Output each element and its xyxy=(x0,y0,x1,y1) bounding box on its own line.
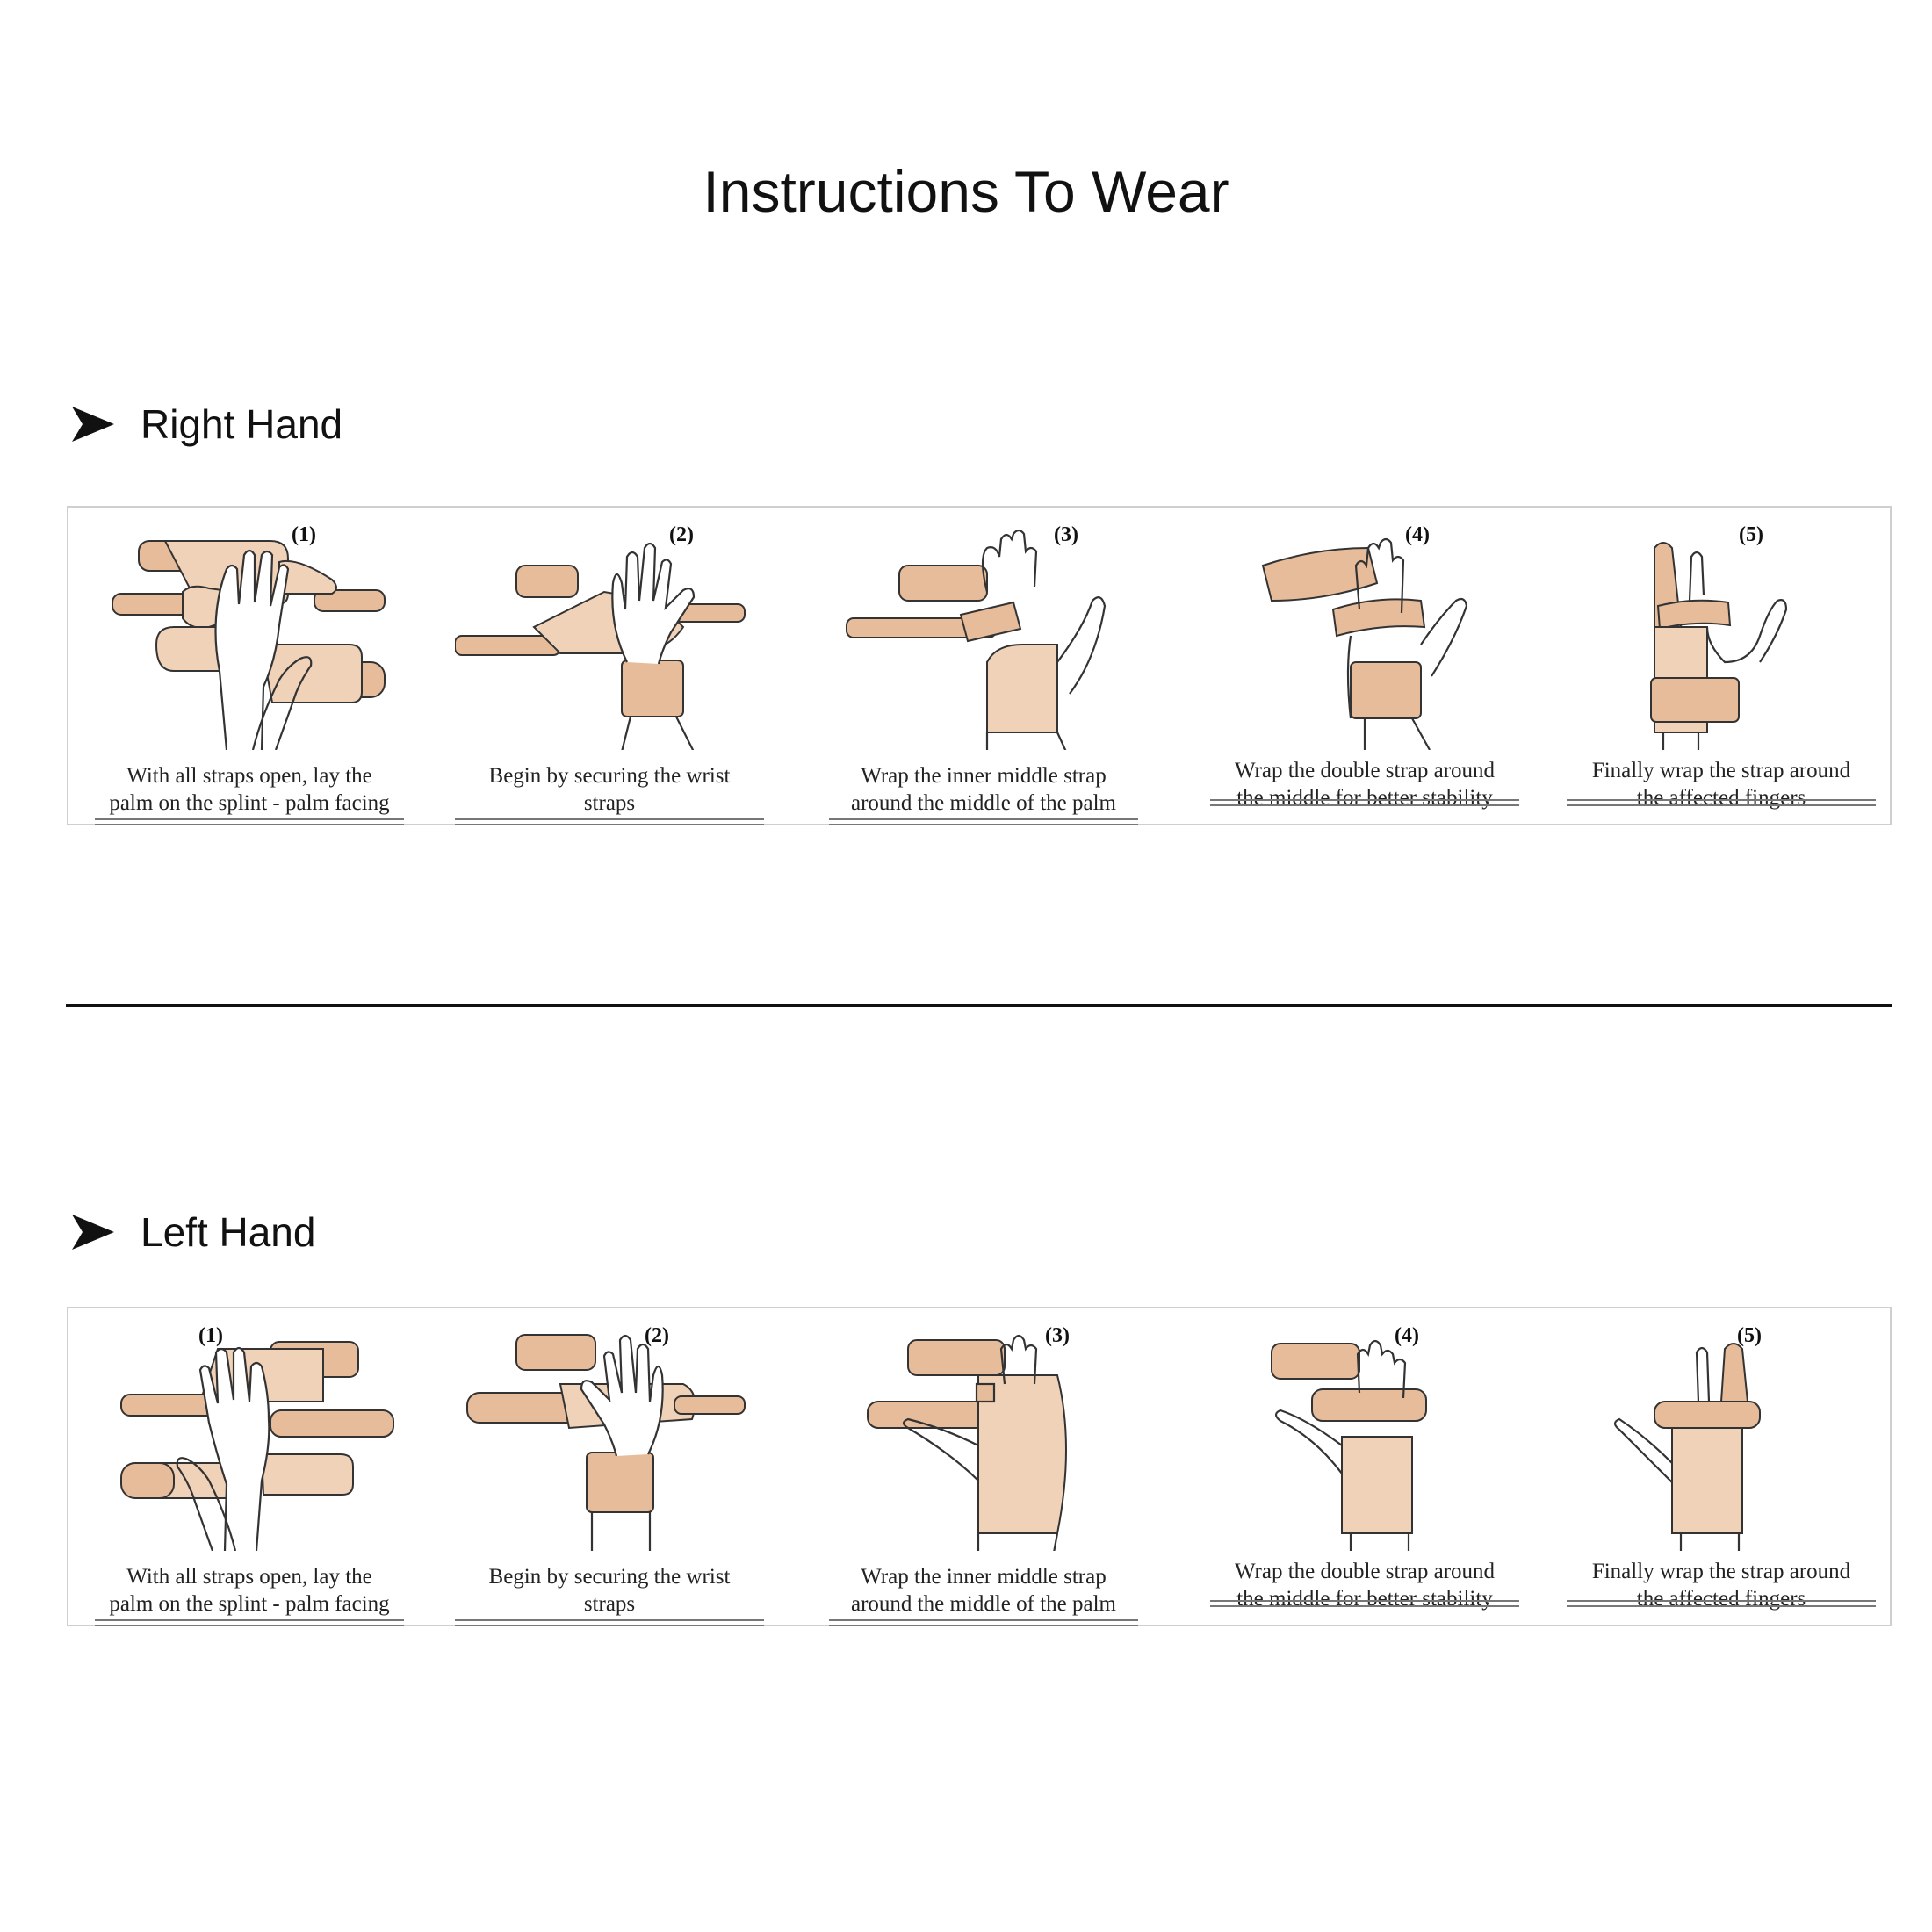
caption-line: the affected fingers xyxy=(1636,786,1806,810)
instruction-panel-left-hand xyxy=(67,1307,1892,1626)
caption-line: Wrap the double strap around xyxy=(1234,1560,1496,1583)
caption-line: the middle for better stability xyxy=(1236,786,1493,810)
double-strap-illustration xyxy=(1210,1331,1519,1551)
step-card xyxy=(1567,1308,1876,1625)
page-title: Instructions To Wear xyxy=(703,159,1229,224)
step-caption xyxy=(95,1563,404,1618)
step-card xyxy=(1210,1308,1519,1625)
caption-line: Wrap the inner middle strap xyxy=(861,764,1107,788)
step-card xyxy=(455,508,764,824)
step-number: (3) xyxy=(1054,523,1078,546)
section-heading-left-hand xyxy=(70,1201,315,1263)
step-card xyxy=(95,1308,404,1625)
caption-line: With all straps open, lay the xyxy=(126,1565,372,1589)
caption-underline xyxy=(95,818,404,825)
instruction-panel-right-hand xyxy=(67,506,1892,825)
section-heading-right-hand xyxy=(70,393,342,455)
caption-underline xyxy=(455,818,764,825)
caption-underline xyxy=(95,1619,404,1626)
caption-line: Finally wrap the strap around xyxy=(1591,759,1851,782)
palm-strap-illustration xyxy=(829,1331,1138,1551)
step-number: (1) xyxy=(198,1324,223,1347)
step-caption xyxy=(455,1563,764,1618)
caption-line: around the middle of the palm xyxy=(850,791,1116,815)
arrow-right-icon xyxy=(70,1213,116,1251)
step-number: (2) xyxy=(669,523,694,546)
wrist-strap-illustration xyxy=(455,1331,764,1551)
caption-line: straps xyxy=(583,791,636,815)
caption-line: Wrap the double strap around xyxy=(1234,759,1496,782)
step-number: (5) xyxy=(1739,523,1763,546)
section-divider xyxy=(66,1004,1892,1007)
step-number: (4) xyxy=(1395,1324,1419,1347)
caption-line: the affected fingers xyxy=(1636,1587,1806,1611)
step-card xyxy=(829,1308,1138,1625)
caption-line: Finally wrap the strap around xyxy=(1591,1560,1851,1583)
caption-line: With all straps open, lay the xyxy=(126,764,372,788)
step-number: (5) xyxy=(1737,1324,1762,1347)
step-card xyxy=(1567,508,1876,824)
step-number: (4) xyxy=(1405,523,1430,546)
step-number: (2) xyxy=(645,1324,669,1347)
section-label: Right Hand xyxy=(141,401,343,447)
step-card xyxy=(455,1308,764,1625)
step-number: (1) xyxy=(292,523,316,546)
splint-open-hand-illustration xyxy=(95,530,404,750)
step-card xyxy=(829,508,1138,824)
wrist-strap-illustration xyxy=(455,530,764,750)
step-number: (3) xyxy=(1045,1324,1070,1347)
caption-line: straps xyxy=(583,1592,636,1616)
caption-underline xyxy=(1567,799,1876,806)
palm-strap-illustration xyxy=(829,530,1138,750)
double-strap-illustration xyxy=(1210,530,1519,750)
caption-line: the middle for better stability xyxy=(1236,1587,1493,1611)
caption-underline xyxy=(455,1619,764,1626)
step-caption xyxy=(455,762,764,817)
caption-line: Wrap the inner middle strap xyxy=(861,1565,1107,1589)
caption-line: palm on the splint - palm facing xyxy=(109,791,390,815)
section-label: Left Hand xyxy=(141,1209,316,1255)
caption-underline xyxy=(1210,799,1519,806)
caption-underline xyxy=(829,818,1138,825)
caption-line: Begin by securing the wrist xyxy=(488,764,731,788)
caption-underline xyxy=(1210,1600,1519,1607)
step-caption xyxy=(829,762,1138,817)
step-caption xyxy=(95,762,404,817)
step-card xyxy=(95,508,404,824)
step-card xyxy=(1210,508,1519,824)
caption-underline xyxy=(1567,1600,1876,1607)
caption-underline xyxy=(829,1619,1138,1626)
finger-strap-illustration xyxy=(1567,1331,1876,1551)
caption-line: palm on the splint - palm facing xyxy=(109,1592,390,1616)
arrow-right-icon xyxy=(70,405,116,443)
caption-line: around the middle of the palm xyxy=(850,1592,1116,1616)
caption-line: Begin by securing the wrist xyxy=(488,1565,731,1589)
splint-open-hand-illustration xyxy=(95,1331,404,1551)
step-caption xyxy=(829,1563,1138,1618)
finger-strap-illustration xyxy=(1567,530,1876,750)
